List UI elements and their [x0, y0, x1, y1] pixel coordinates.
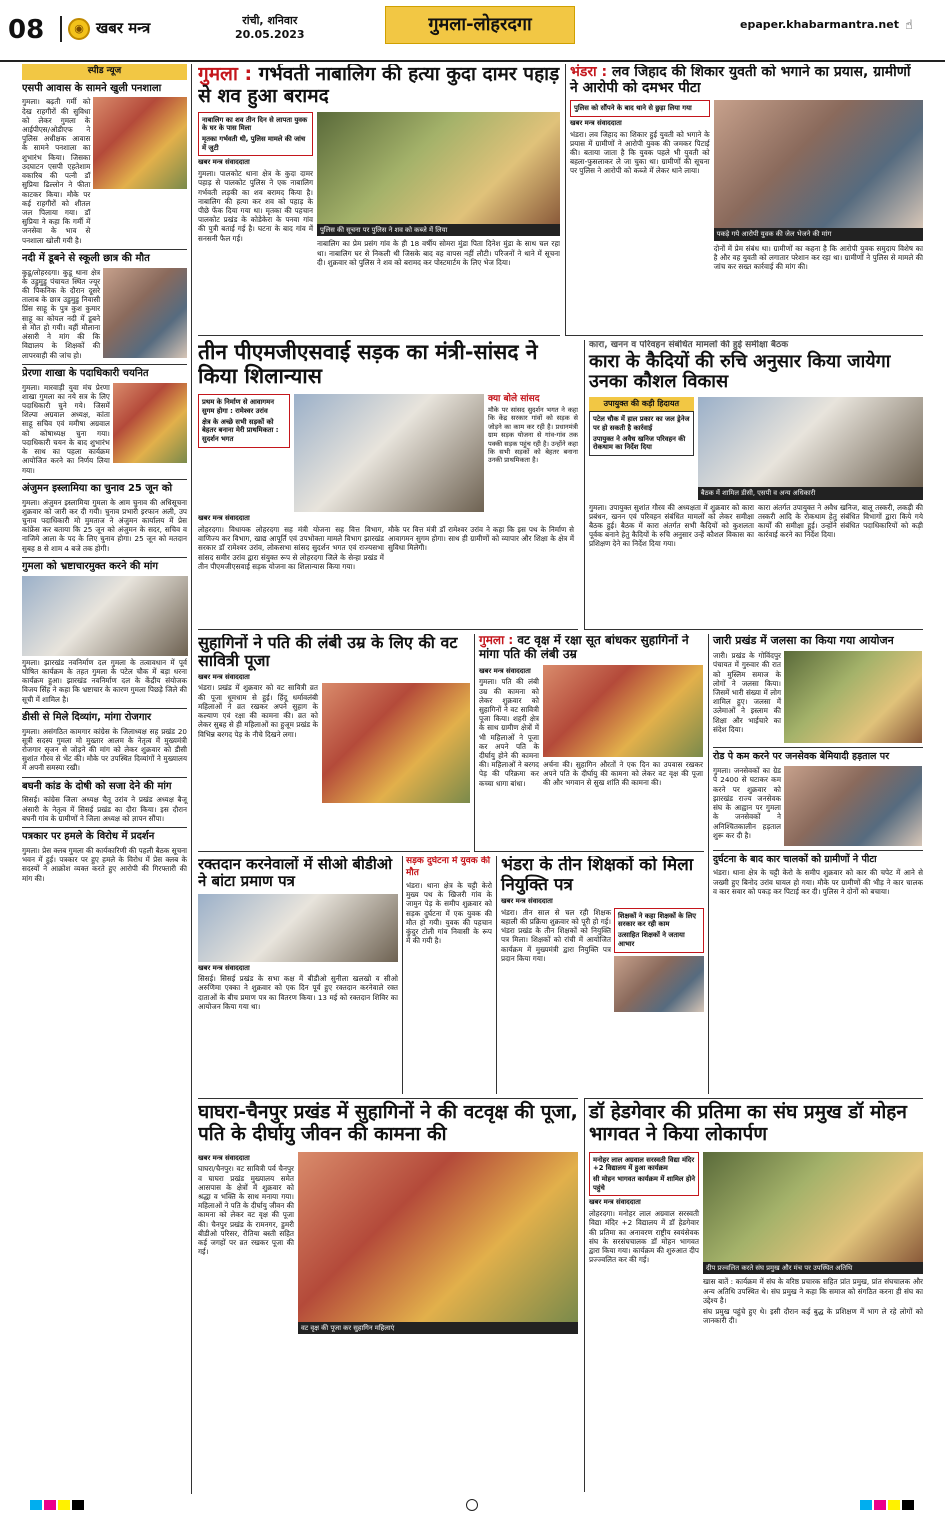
teacher-headline: भंडरा के तीन शिक्षकों को मिला नियुक्ति पत्र: [501, 856, 694, 895]
black-mark-icon: [72, 1500, 84, 1510]
dateline: [235, 14, 305, 43]
right-photo: [714, 100, 923, 228]
jari-photo: [784, 651, 922, 743]
vat-reporter-1: खबर मन्त्र संवाददाता: [198, 672, 250, 681]
right-reporter: खबर मन्त्र संवाददाता: [570, 118, 622, 127]
vat-body-1: भंडरा। प्रखंड में शुक्रवार को वट सावित्री व्रत की पूजा धूमधाम से हुई। हिंदू धर्मावलंबी महिलाओं ने व्रत रखकर अपने सुहाग के कल्याण एवं रक्षा की कामना की। व्रत को लेकर सुबह से ही महिलाओं का हुजूम प्रखंड के विभिन्न बरगद पेड़ के नीचे दिखने लगा।: [198, 683, 318, 739]
yellow-mark-icon: [888, 1500, 900, 1510]
brand: [60, 16, 190, 42]
news-body: सिसई। कांग्रेस जिला अध्यक्ष चैतू उरांव ने प्रखंड अध्यक्ष बैजू अंसारी के नेतृत्व में सिसई प्रखंड का दौरा किया। इस दौरान बघनी गांव के ग्रामीणों ने जिला अध्यक्ष को ज्ञापन सौंपा।: [22, 795, 187, 823]
hedgewar-body-3: संघ प्रमुख पहुंचे हुए थे। इसी दौरान कई बुद्ध के प्रशिक्षण में भाग ले रहे लोगों को जानकारी दी।: [703, 1307, 923, 1326]
news-photo: [93, 97, 187, 189]
brand-logo-icon: ◉: [68, 18, 90, 40]
jari-body: जारी। प्रखंड के गोविंदपुर पंचायत में गुरुवार की रात को मुस्लिम समाज के लोगों ने जलसा किया। जिसमें भारी संख्या में लोग शामिल हुए। जलसा में उलेमाओं ने इस्लाम की शिक्षा और भाईचारे का संदेश दिया।: [713, 651, 781, 734]
lead-headline: गुमला : गर्भवती नाबालिग की हत्या कुदा दामर पहाड़ से शव हुआ बरामद: [198, 64, 560, 107]
jail-photo: [698, 397, 923, 487]
pmgsy-photo: [294, 394, 484, 512]
cyan-mark-icon: [860, 1500, 872, 1510]
news-item: [22, 712, 187, 773]
hedgewar-caption: दीप प्रज्वलित करते संघ प्रमुख और मंच पर उपस्थित अतिथि: [703, 1262, 923, 1275]
accident2-body: भंडरा। थाना क्षेत्र के चट्टी केरो के समीप शुक्रवार को कार की चपेट में आने से जख्मी हुए बिनोद उरांव घायल हो गया। मौके पर ग्रामीणों की भीड़ ने कार चालक व कार सवार को पकड़ कर पिटाई कर दी। पुलिस ने दोनों को बचाया।: [713, 868, 923, 896]
right-body-2: दोनों में प्रेम संबंध था। ग्रामीणों का कहना है कि आरोपी युवक समुदाय विशेष का है और वह युवती को लगातार परेशान कर रहा था। ग्रामीणों ने पुलिस से मामले की जांच कर सख्त कार्रवाई की मांग की।: [713, 243, 923, 272]
jail-headline: कारा के कैदियों की रुचि अनुसार किया जायेगा उनका कौशल विकास: [589, 350, 891, 393]
left-column: [22, 64, 192, 1494]
strike-headline: रोड पे कम करने पर जनसेवक बेमियादी हड़ताल पर: [713, 751, 890, 763]
teacher-body: भंडरा। तीन साल से चल रही शिक्षक बहाली की प्रक्रिया शुक्रवार को पूरी हो गई। भंडरा प्रखंड के तीन शिक्षकों को नियुक्ति पत्र मिला। शिक्षकों को रांची में आयोजित कार्यक्रम में मुख्यमंत्री द्वारा नियुक्ति पत्र प्रदान किया गया।: [501, 907, 611, 963]
right-bullet: पुलिस को सौंपने के बाद थाने से छुड़ा लिया गया: [570, 100, 710, 117]
jail-story: [584, 340, 923, 630]
vat-body-3: अर्चना की। सुहागिन औरतों ने एक दिन का उपवास रखकर अपने पति के दीर्घायु की कामना को लेकर वट वृक्ष की पूजा की और भगवान से सुख शांति की कामना की।: [543, 759, 703, 788]
lead-body-2: नाबालिग का प्रेम प्रसंग गांव के ही 18 वर्षीय सोमरा मुंडा पिता दिनेश मुंडा के साथ चल रहा था। नाबालिग घर से निकली थी जिसके बाद वह वापस नहीं लौटी। परिजनों ने थाने में सूचना दी। शुक्रवार को पुलिस ने शव को बरामद कर पोस्टमार्टम के लिए भेज दिया।: [317, 239, 560, 267]
vat-headline-1: सुहागिनों ने पति की लंबी उम्र के लिए की वट सावित्री पूजा: [198, 634, 458, 671]
teacher-photo: [614, 956, 704, 1012]
ghaghra-story: [198, 1098, 578, 1492]
section-title: गुमला-लोहरदगा: [385, 6, 575, 44]
jari-headline: जारी प्रखंड में जलसा का किया गया आयोजन: [713, 634, 894, 647]
vat-reporter-2: खबर मन्त्र संवाददाता: [479, 666, 531, 675]
page-number: 08: [8, 15, 45, 45]
magenta-mark-icon: [44, 1500, 56, 1510]
cyan-mark-icon: [30, 1500, 42, 1510]
city-day: रांची, शनिवार: [242, 14, 298, 27]
black-mark-icon: [902, 1500, 914, 1510]
vat-photo-2: [543, 665, 703, 757]
news-photo: [22, 576, 188, 656]
news-body: गुमला। असंगठित कामगार कांग्रेस के जिलाध्यक्ष सह प्रखंड 20 सूत्री सदस्य गुमला मो मुख्तार आलम के नेतृत्व में मुख्यमंत्री रोजगार सृजन से जोड़ने की मांग को लेकर शुक्रवार को डीसी सुशांत गौरव से भेंट की। मौके पर उपस्थित दिव्यांगों ने मुख्यालय में अपनी समस्या रखी।: [22, 726, 187, 773]
news-item: [22, 368, 187, 475]
accident-headline: सड़क दुर्घटना में युवक की मौत: [406, 856, 491, 878]
news-head: पत्रकार पर हमले के विरोध में प्रदर्शन: [22, 831, 155, 843]
kya-bole-body: मौके पर सांसद सुदर्शन भगत ने कहा कि केंद्र सरकार गांवों को सड़क से जोड़ने का काम कर रही है। प्रधानमंत्री ग्राम सड़क योजना से गांव-गांव तक पक्की सड़क पहुंच रही है। उन्होंने कहा कि सभी सड़कों को बेहतर बनाना उनकी प्राथमिकता है।: [488, 405, 578, 465]
kya-bole-head: क्या बोले सांसद: [488, 394, 540, 405]
hedgewar-bullets: मनोहर लाल अग्रवाल सरस्वती विद्या मंदिर +2 विद्यालय में हुआ कार्यक्रम सी मोहन भागवत कार्यक्रम में शामिल होने पहुंचे: [589, 1152, 699, 1197]
news-body: गुमला। अंजुमन इस्लामिया गुमला के आम चुनाव की अधिसूचना शुक्रवार को जारी कर दी गयी। चुनाव प्रभारी इरफान अली, उप चुनाव पदाधिकारी मो मुमताज ने अंजुमन कार्यालय में प्रेस कांफ्रेंस कर बताया कि 25 जून को अंजुमन के सदर, सचिव व नाजिमे आला के पद के लिए चुनाव होगा। 25 जून को मतदान सुबह 8 से शाम 4 बजे तक होगी।: [22, 497, 187, 553]
news-body: गुमला। प्रेस क्लब गुमला की कार्यकारिणी की पहली बैठक सूचना भवन में हुई। पत्रकार पर हुए हमले के विरोध में प्रेस क्लब के सदस्यों ने आक्रोश व्यक्त करते हुए आरोपी की गिरफ्तारी की मांग की।: [22, 845, 187, 883]
jail-body: गुमला। उपायुक्त सुशांत गौरव की अध्यक्षता में शुक्रवार को कारा प्रबंधन, खनन एवं परिवहन संबंधित मामलों को लेकर समीक्षा बैठक हुई। बैठक में कारा अंतर्गत सभी कैदियों को कुशलता पूर्वक बनाने हेतु कैदियों के रुचि अनुसार उन्हें कौशल विकास का प्रशिक्षण देने का निर्देश दिया गया।: [589, 502, 754, 549]
vat-photo-1: [322, 683, 470, 803]
lead-reporter: खबर मन्त्र संवाददाता: [198, 158, 250, 167]
news-head: गुमला को भ्रष्टाचारमुक्त करने की मांग: [22, 560, 158, 572]
vat-body-2: गुमला। पति की लंबी उम्र की कामना को लेकर शुक्रवार को सुहागिनों ने वट सावित्री पूजा किया। शहरी क्षेत्र के साथ ग्रामीण क्षेत्रों में भी महिलाओं ने पूजा कर अपने पति के दीर्घायु होने की कामना की। महिलाओं ने बरगद पेड़ की परिक्रमा कर कच्चा धागा बांधा।: [479, 677, 539, 788]
hedgewar-body-2: खास बातें : कार्यक्रम में संघ के वरिष्ठ प्रचारक सहित प्रांत प्रमुख, प्रांत संघचालक और अन्य अतिथि उपस्थित थे। संघ प्रमुख ने कहा कि समाज को संगठित करना ही संघ का उद्देश्य है।: [703, 1277, 923, 1305]
masthead: [0, 0, 945, 62]
blood-photo: [198, 894, 398, 962]
news-item: [22, 781, 187, 823]
news-body: कुडू/लोहरदगा। कुडू थाना क्षेत्र के उडुमुडु पंचायत स्थित ज्यूर की पिकनिक के दौरान दूसरे तालाब के छात्र उडुमुडु निवासी प्रिंस साहू के पुत्र कुश कुमार साहू का कोयल नदी में डूबने से मौत हो गयी। वहीं मौलाना अंसारी ने मांग की कि विद्यालय के शिक्षकों की लापरवाही की जांच हो।: [22, 267, 101, 360]
news-head: बघनी कांड के दोषी को सजा देने की मांग: [22, 780, 172, 792]
accident-story: [402, 856, 492, 1094]
accident2-headline: दुर्घटना के बाद कार चालकों को ग्रामीणों ने पीटा: [713, 854, 877, 866]
pmgsy-bullets: प्रथम के निर्माण से आवागमन सुगम होगा : रामेश्वर उरांव क्षेत्र के अच्छे सभी सड़कों को बेहतर बनाना मेरी प्राथमिकता : सुदर्शन भगत: [198, 394, 290, 447]
vat-story-1: [198, 634, 470, 852]
blood-body: सिसई। सिसई प्रखंड के सभा कक्ष में बीडीओ सुनीला खलखो व सीओ अरुणिमा एक्का ने शुक्रवार को एक दिन पूर्व हुए रक्तदान करनेवाले रक्त दाताओं के बीच प्रमाण पत्र का वितरण किया। 13 मई को रक्तदान शिविर का आयोजन किया गया था।: [198, 974, 398, 1011]
pmgsy-story: [198, 340, 578, 630]
jail-box: पटेल चौक में हाल प्रकार का जल ड्रेनेज पर हो सकती है कार्रवाई उपायुक्त ने अवैध खनिज परिवहन की रोकथाम का निर्देश दिया: [589, 411, 694, 456]
teacher-bullets: शिक्षकों ने कहा शिक्षकों के लिए सरकार कर रही काम उत्साहित शिक्षकों ने जताया आभार: [614, 908, 704, 953]
hedgewar-photo: [703, 1152, 923, 1262]
ghaghra-caption: वट वृक्ष की पूजा कर सुहागिन महिलाएं: [298, 1322, 578, 1335]
jail-box-title: उपायुक्त की कड़ी हिदायत: [589, 397, 694, 411]
site-link[interactable]: epaper.khabarmantra.net: [740, 18, 899, 31]
cursor-icon: ☝: [905, 18, 913, 33]
news-body: गुमला। बढ़ती गर्मी को देख राहगीरों की सुविधा को लेकर गुमला के आईपीएस/ओडीएफ ने पुलिस अधीक्षक आवास के सामने पनशाला का शुभारंभ किया। जिसका उदघाटन एसपी एहतेशाम वकारिब की पत्नी डॉ सुप्रिया ढिल्लोन ने फीता काटकर किया। मौके पर कई राहगीरों को शीतल जल पिलाया गया। डॉ सुप्रिया ने कहा कि गर्मी में जनसेवा के भाव से पनशाला खोली गयी है।: [22, 97, 91, 245]
news-item: [22, 483, 187, 553]
lead-caption: पुलिस की सूचना पर पुलिस ने शव को कब्जे में लिया: [317, 224, 560, 237]
registration-mark-icon: [466, 1499, 478, 1511]
news-head: अंजुमन इस्लामिया का चुनाव 25 जून को: [22, 482, 173, 494]
jail-kicker: कारा, खनन व परिवहन संबंधित मामलों की हुई समीक्षा बैठक: [589, 340, 789, 350]
hedgewar-headline: डॉ हेडगेवार की प्रतिमा का संघ प्रमुख डॉ मोहन भागवत ने किया लोकार्पण: [589, 1101, 907, 1145]
teacher-story: [496, 856, 704, 1094]
date: 20.05.2023: [235, 28, 305, 42]
news-item: [22, 83, 187, 245]
right-headline: भंडरा : लव जिहाद की शिकार युवती को भगाने का प्रयास, ग्रामीणों ने आरोपी को दमभर पीटा: [570, 64, 911, 97]
teacher-reporter: खबर मन्त्र संवाददाता: [501, 897, 553, 906]
vat-story-2: [474, 634, 704, 852]
news-item: [22, 831, 187, 883]
news-body: गुमला। झारखंड नवनिर्माण दल गुमला के तत्वावधान में पूर्व घोषित कार्यक्रम के तहत गुमला के पटेल चौक में बड़ा धरना कार्यक्रम हुआ। झारखंड नवनिर्माण दल के केंद्रीय संयोजक विजय सिंह ने कहा कि भ्रष्टाचार के कारण गुमला पिछड़े जिले की सूची में शामिल है।: [22, 657, 187, 704]
news-photo: [113, 383, 187, 463]
jail-caption: बैठक में शामिल डीसी, एसपी व अन्य अधिकारी: [698, 487, 923, 500]
ghaghra-headline: घाघरा-चैनपुर प्रखंड में सुहागिनों ने की वटवृक्ष की पूजा, पति के दीर्घायु जीवन की कामना की: [198, 1101, 578, 1145]
jail-body-2: कारा अंतर्गत उपायुक्त ने अवैध खनिज, बालू तस्करी, लकड़ी की तस्करी आदि के रोकथाम हेतु संबंधित विभागों द्वारा किये गये कार्यों की समीक्षा हुई। उन्होंने संबंधित पदाधिकारियों को कड़ी कार्रवाई करने का निर्देश दिया।: [758, 502, 923, 540]
pmgsy-reporter: खबर मन्त्र संवाददाता: [198, 514, 250, 523]
lead-story: [198, 64, 560, 336]
yellow-mark-icon: [58, 1500, 70, 1510]
right-middle-column: [708, 634, 923, 1094]
lead-bullets: नाबालिग का शव तीन दिन से लापता युवक के घर के पास मिला मृतका गर्भवती थी, पुलिस मामले की जांच में जुटी: [198, 112, 313, 157]
strike-photo: [784, 766, 922, 846]
blood-headline: रक्तदान करनेवालों में सीओ बीडीओ ने बांटा प्रमाण पत्र: [198, 856, 393, 891]
ghaghra-photo: [298, 1152, 578, 1322]
lead-body: गुमला। पालकोट थाना क्षेत्र के कुदा दामर पहाड़ से पालकोट पुलिस ने एक नाबालिग गर्भवती लड़की का शव बरामद किया है। नाबालिग की हत्या कर शव को पहाड़ के पीछे फेंक दिया गया था। मृतका की पहचान पालकोट प्रखंड के कोडेकेरा के पनवा गांव की पुत्री बताई गई है। घटना के बाद गांव में सनसनी फैल गई।: [198, 169, 313, 243]
vat-headline-2: गुमला : वट वृक्ष में रक्षा सूत बांधकर सुहागिनों ने मांगा पति की लंबी उम्र: [479, 634, 689, 661]
news-head: डीसी से मिले दिव्यांग, मांगा रोजगार: [22, 711, 152, 723]
news-photo: [103, 268, 187, 358]
news-item: [22, 561, 187, 704]
lead-photo: [317, 112, 560, 224]
right-top-story: [565, 64, 923, 336]
hedgewar-body: लोहरदगा। मनोहर लाल अग्रवाल सरस्वती विद्या मंदिर +2 विद्यालय में डॉ हेडगेवार की प्रतिमा का अनावरण राष्ट्रीय स्वयंसेवक संघ के सरसंघचालक डॉ मोहन भागवत द्वारा किया गया। कार्यक्रम की शुरुआत दीप प्रज्ज्वलित कर की गई।: [589, 1209, 699, 1265]
blood-reporter: खबर मन्त्र संवाददाता: [198, 963, 250, 972]
blood-story: [198, 856, 398, 1094]
strike-body: गुमला। जनसेवकों का ग्रेड पे 2400 से घटाकर कम करने पर शुक्रवार को झारखंड राज्य जनसेवक संघ के आह्वान पर गुमला के जनसेवकों ने अनिश्चितकालीन हड़ताल शुरू कर दी है।: [713, 766, 781, 840]
print-footer: [0, 1495, 945, 1517]
speed-news-strip: स्पीड न्यूज: [22, 64, 187, 80]
news-body: गुमला। मारवाड़ी युवा मंच प्रेरणा शाखा गुमला का नये सत्र के लिए पदाधिकारी चुने गये। जिसमें शिल्पा अग्रवाल अध्यक्ष, कांता साहू सचिव एवं ममीषा अग्रवाल को कोषाध्यक्ष चुना गया। पदाधिकारी चयन के बाद शुभारंभ के साथ का पहला कार्यक्रम आयोजित करने का निर्णय लिया गया।: [22, 382, 110, 475]
news-head: नदी में डूबने से स्कूली छात्र की मौत: [22, 252, 150, 264]
news-head: प्रेरणा शाखा के पदाधिकारी चयनित: [22, 367, 149, 379]
right-body: भंडरा। लव जिहाद का शिकार हुई युवती को भगाने के प्रयास में ग्रामीणों ने आरोपी युवक की जमकर पिटाई की। बताया जाता है कि युवक पहले भी युवती को बहला-फुसलाकर ले जा चुका था। ग्रामीणों की सूचना पर पुलिस ने आरोपी को कब्जे में लेकर थाने लाया।: [570, 129, 710, 176]
pmgsy-body-2: मौके पर वित्त मंत्री डॉ रामेश्वर उरांव ने कहा कि इस पथ के निर्माण से आवागमन सुगम होगा। साथ ही ग्रामीणों को व्यापार और शिक्षा के क्षेत्र में सुविधा मिलेगी।: [388, 524, 574, 553]
pmgsy-body: लोहरदगा। विधायक लोहरदगा सह मंत्री योजना सह वित्त विभाग, वाणिज्य कर विभाग, खाद्य आपूर्ति एवं उपभोक्ता मामले विभाग झारखंड सरकार डॉ रामेश्वर उरांव, लोकसभा सांसद सुदर्शन भगत एवं राज्यसभा सांसद समीर उरांव द्वारा संयुक्त रूप से लोहरदगा जिले के सेन्हा प्रखंड में तीन पीएमजीएसवाई सड़क योजना का शिलान्यास किया गया।: [198, 524, 384, 571]
right-caption: पकड़े गये आरोपी युवक की जेल भेजने की मांग: [714, 228, 923, 241]
pmgsy-headline: तीन पीएमजीएसवाई सड़क का मंत्री-सांसद ने किया शिलान्यास: [198, 340, 538, 389]
brand-name: खबर मन्त्र: [96, 19, 151, 38]
hedgewar-reporter: खबर मन्त्र संवाददाता: [589, 1198, 641, 1207]
hedgewar-story: [584, 1098, 923, 1492]
accident-body: भंडरा। थाना क्षेत्र के चट्टी केरो मुख्य पथ के खिजरी गांव के जामुन पेड़ के समीप शुक्रवार को सड़क दुर्घटना में एक युवक की मौत हो गयी। युवक की पहचान कुंदुर टोली गांव निवासी के रूप में की गयी है।: [406, 881, 492, 946]
news-item: [22, 253, 187, 360]
ghaghra-reporter: खबर मन्त्र संवाददाता: [198, 1153, 250, 1162]
news-head: एसपी आवास के सामने खुली पनशाला: [22, 82, 162, 94]
magenta-mark-icon: [874, 1500, 886, 1510]
ghaghra-body: घाघरा/चैनपुर। वट सावित्री पर्व चैनपुर व घाघरा प्रखंड मुख्यालय समेत आसपास के क्षेत्रों में शुक्रवार को श्रद्धा व भक्ति के साथ मनाया गया। महिलाओं ने पति के दीर्घायु जीवन की कामना को लेकर वट वृक्ष की पूजा की। चैनपुर प्रखंड के रामनगर, डुमरी बीडीओ परिसर, रौतिया बस्ती सहित कई जगहों पर व्रत रखकर पूजा की गई।: [198, 1164, 294, 1257]
